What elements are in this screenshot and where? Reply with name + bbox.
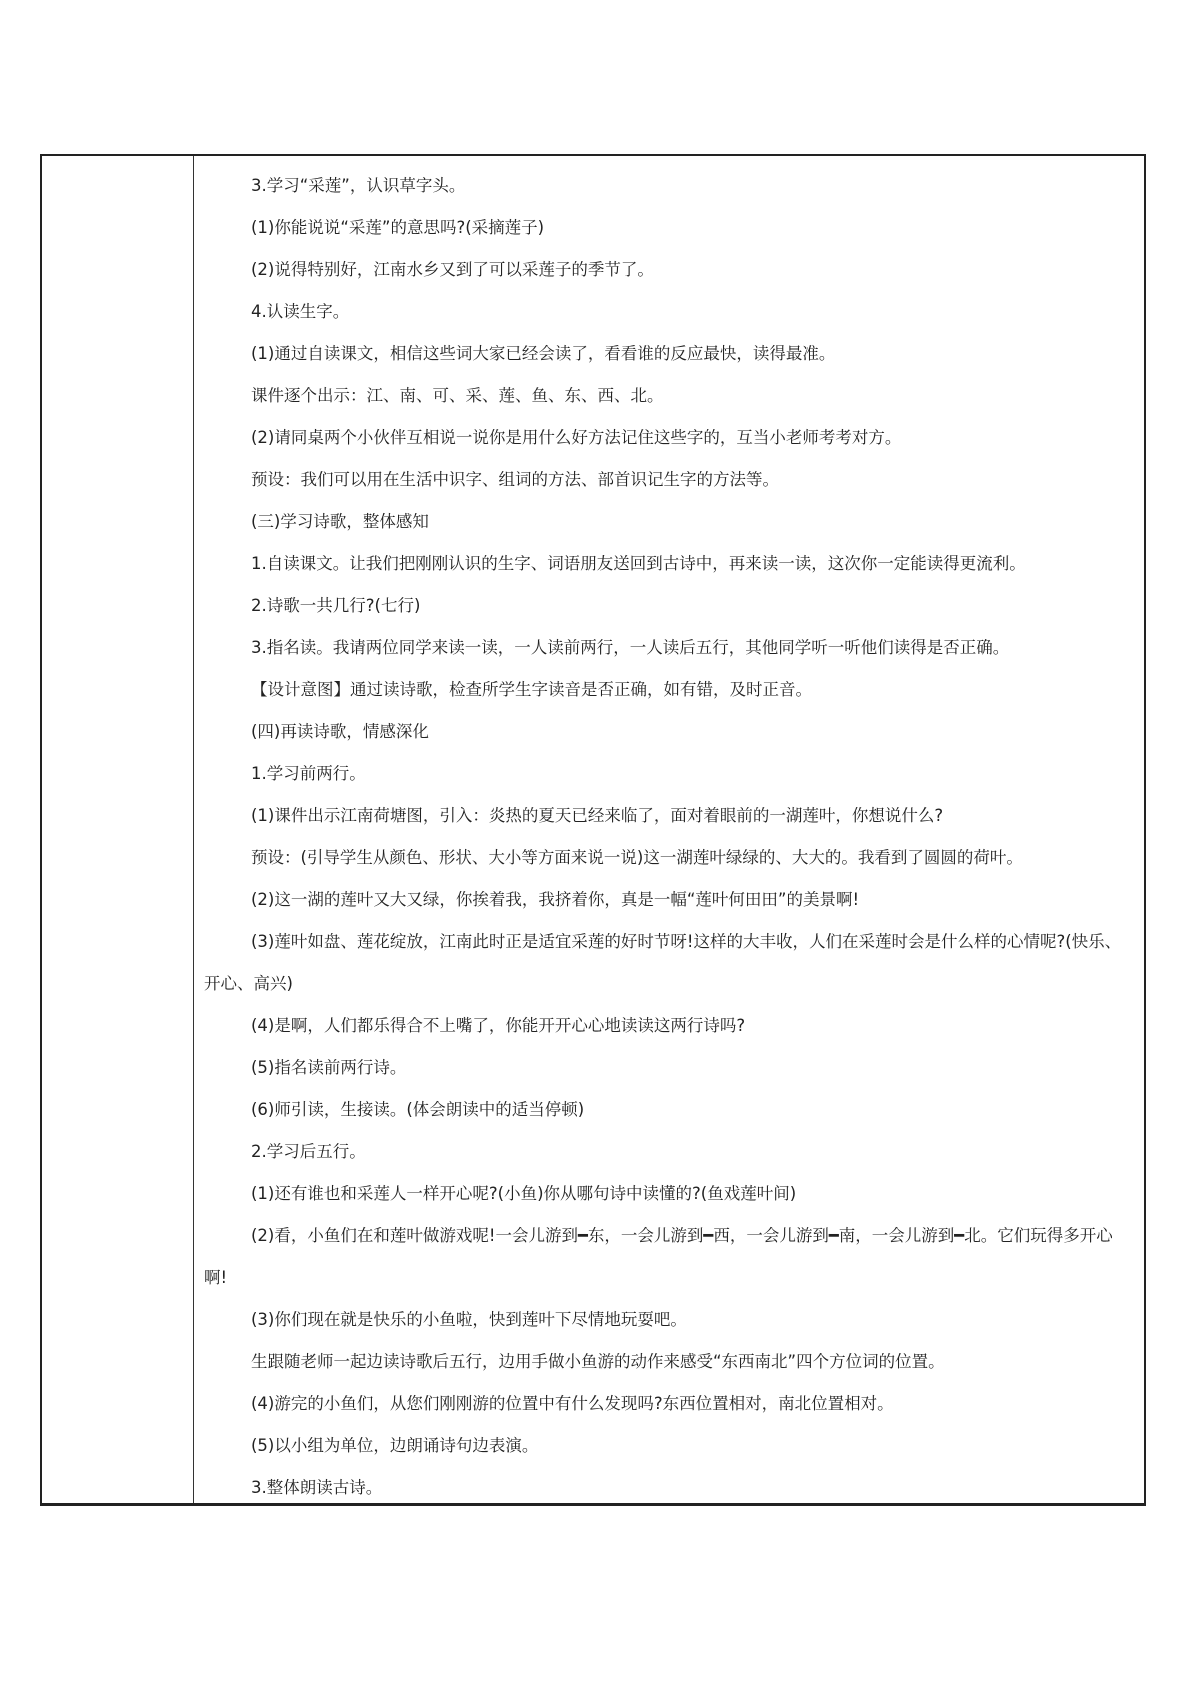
paragraph: (6)师引读，生接读。(体会朗读中的适当停顿) [251,1100,585,1119]
lesson-plan-table [40,154,1146,1506]
paragraph: (5)指名读前两行诗。 [251,1058,407,1077]
paragraph: 3.学习“采莲”，认识草字头。 [251,176,466,195]
section-heading: (四)再读诗歌，情感深化 [251,722,429,741]
paragraph: (3)莲叶如盘、莲花绽放，江南此时正是适宜采莲的好时节呀!这样的大丰收，人们在采莲时会是什么样的心情呢?(快乐、开心、高兴) [204,932,1122,993]
paragraph: (5)以小组为单位，边朗诵诗句边表演。 [251,1436,539,1455]
paragraph: (3)你们现在就是快乐的小鱼啦，快到莲叶下尽情地玩耍吧。 [251,1310,687,1329]
paragraph: (1)通过自读课文，相信这些词大家已经会读了，看看谁的反应最快，读得最准。 [251,344,836,363]
paragraph: 课件逐个出示：江、南、可、采、莲、鱼、东、西、北。 [251,386,664,405]
design-intent-note: 【设计意图】通过读诗歌，检查所学生字读音是否正确，如有错，及时正音。 [251,680,812,699]
paragraph: (2)说得特别好，江南水乡又到了可以采莲子的季节了。 [251,260,654,279]
paragraph: 2.诗歌一共几行?(七行) [251,596,421,615]
paragraph: (4)游完的小鱼们，从您们刚刚游的位置中有什么发现吗?东西位置相对，南北位置相对。 [251,1394,894,1413]
paragraph: 预设：我们可以用在生活中识字、组词的方法、部首识记生字的方法等。 [251,470,779,489]
paragraph: 生跟随老师一起边读诗歌后五行，边用手做小鱼游的动作来感受“东西南北”四个方位词的位置。 [251,1352,945,1371]
table-content-cell [194,156,1144,1503]
paragraph: (1)课件出示江南荷塘图，引入：炎热的夏天已经来临了，面对着眼前的一湖莲叶，你想说什么? [251,806,944,825]
paragraph: 1.自读课文。让我们把刚刚认识的生字、词语朋友送回到古诗中，再来读一读，这次你一定能读得更流利。 [251,554,1026,573]
paragraph: (2)看，小鱼们在和莲叶做游戏呢!一会儿游到━东，一会儿游到━西，一会儿游到━南，一会儿游到━北。它们玩得多开心啊! [204,1226,1113,1287]
paragraph: (2)这一湖的莲叶又大又绿，你挨着我，我挤着你，真是一幅“莲叶何田田”的美景啊! [251,890,860,909]
paragraph: 4.认读生字。 [251,302,350,321]
paragraph: (4)是啊，人们都乐得合不上嘴了，你能开开心心地读读这两行诗吗? [251,1016,746,1035]
paragraph: 1.学习前两行。 [251,764,366,783]
paragraph: 预设：(引导学生从颜色、形状、大小等方面来说一说)这一湖莲叶绿绿的、大大的。我看到了圆圆的荷叶。 [251,848,1023,867]
paragraph: 3.整体朗读古诗。 [251,1478,383,1497]
paragraph: 3.指名读。我请两位同学来读一读，一人读前两行，一人读后五行，其他同学听一听他们读得是否正确。 [251,638,1010,657]
table-left-column [42,156,194,1503]
section-heading: (三)学习诗歌，整体感知 [251,512,429,531]
paragraph: (2)请同桌两个小伙伴互相说一说你是用什么好方法记住这些字的，互当小老师考考对方。 [251,428,902,447]
paragraph: (1)你能说说“采莲”的意思吗?(采摘莲子) [251,218,545,237]
paragraph: 2.学习后五行。 [251,1142,366,1161]
paragraph: (1)还有谁也和采莲人一样开心呢?(小鱼)你从哪句诗中读懂的?(鱼戏莲叶间) [251,1184,797,1203]
